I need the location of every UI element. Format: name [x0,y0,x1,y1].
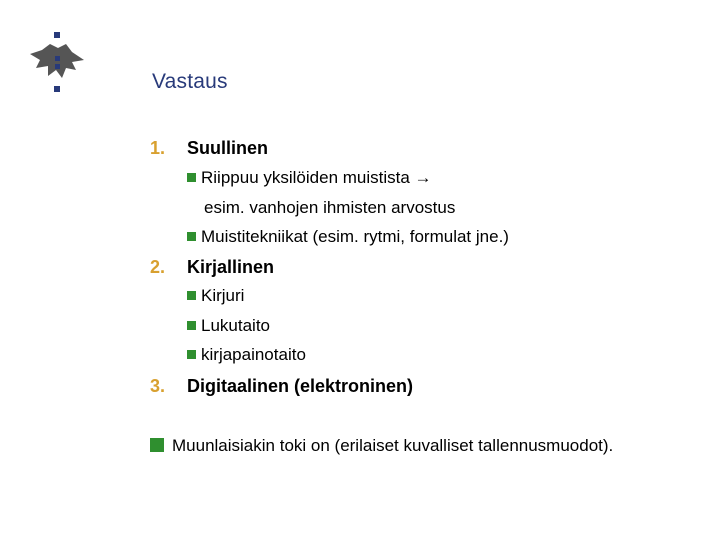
sub-item-text: kirjapainotaito [201,345,306,364]
square-bullet-icon [150,438,164,452]
note-item [150,436,613,456]
sub-item [187,286,244,306]
sub-item-text: Muistitekniikat (esim. rytmi, formulat jne.) [201,227,509,246]
sub-item [187,345,306,365]
list-item-2: Kirjallinen [187,257,275,277]
list-number-3: 3. [150,376,166,396]
list-item-3: Digitaalinen (elektroninen) [187,376,414,396]
square-bullet-icon [187,232,196,241]
sub-item [187,168,432,188]
list-item-1: Suullinen [187,138,268,158]
sub-item-text: Lukutaito [201,316,270,335]
square-bullet-icon [187,321,196,330]
slide-title: Vastaus [152,70,228,93]
sub-item-text: Kirjuri [201,286,245,305]
square-bullet-icon [187,291,196,300]
sub-item [187,316,270,336]
list-number-1: 1. [150,138,166,158]
list-number-2: 2. [150,257,166,277]
sub-item [187,227,509,247]
square-bullet-icon [187,350,196,359]
square-bullet-icon [187,173,196,182]
sub-item-text: Riippuu yksilöiden muistista → [201,168,432,187]
sub-item-continuation: esim. vanhojen ihmisten arvostus [204,198,456,217]
note-text: Muunlaisiakin toki on (erilaiset kuvalliset tallennusmuodot). [172,436,614,455]
university-logo-icon [22,26,92,98]
